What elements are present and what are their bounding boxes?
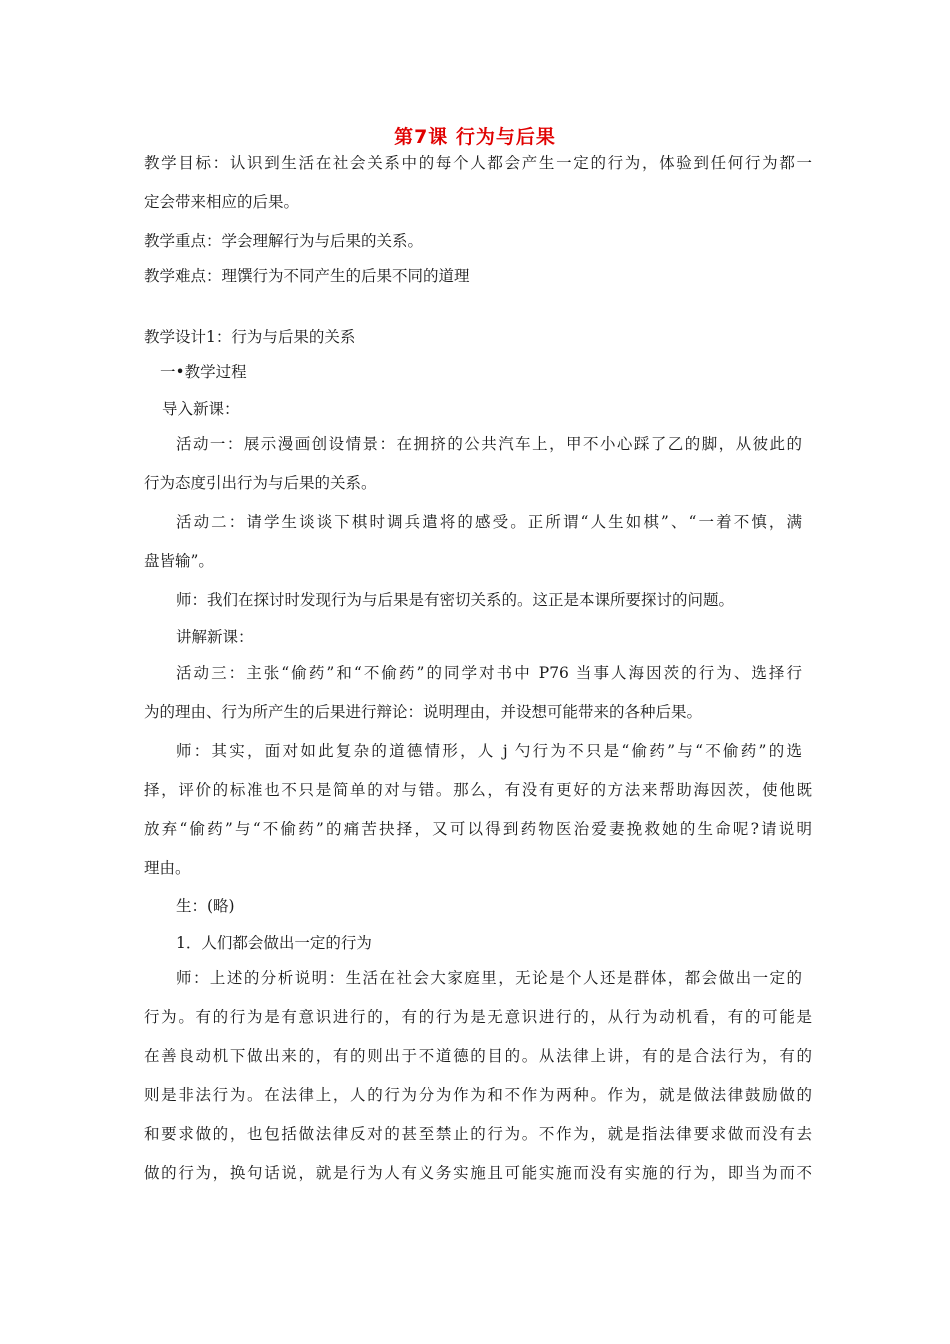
teaching-difficulty: 教学难点：理馔行为不同产生的后果不同的道理	[144, 267, 470, 285]
teaching-goal-line-1: 教学目标：认识到生活在社会关系中的每个人都会产生一定的行为，体验到任何行为都一	[144, 154, 812, 172]
teacher-remark-1: 师：我们在探讨时发现行为与后果是有密切关系的。这正是本课所要探讨的问题。	[176, 591, 735, 609]
activity-3-line-1: 活动三：主张“偷药”和“不偷药”的同学对书中 P76 当事人海因茨的行为、选择行	[176, 664, 802, 682]
teacher-remark-3-line-2: 行为。有的行为是有意识进行的，有的行为是无意识进行的，从行为动机看，有的可能是	[144, 1008, 812, 1026]
activity-1-line-1: 活动一：展示漫画创设情景：在拥挤的公共汽车上，甲不小心踩了乙的脚，从彼此的	[176, 435, 802, 453]
activity-2-line-1: 活动二：请学生谈谈下棋时调兵遣将的感受。正所谓“人生如棋”、“一着不慎，满	[176, 513, 802, 531]
teacher-remark-3-line-5: 和要求做的，也包括做法律反对的甚至禁止的行为。不作为，就是指法律要求做而没有去	[144, 1125, 812, 1143]
lesson-title: 第7课 行为与后果	[394, 126, 556, 148]
teacher-remark-2-line-2: 择，评价的标准也不只是简单的对与错。那么，有没有更好的方法来帮助海因茨，使他既	[144, 781, 812, 799]
teacher-remark-3-line-4: 则是非法行为。在法律上，人的行为分为作为和不作为两种。作为，就是做法律鼓励做的	[144, 1086, 812, 1104]
point-1-heading: 1．人们都会做出一定的行为	[176, 934, 372, 952]
student-reply: 生：(略)	[176, 897, 235, 915]
teaching-process-heading: 一•教学过程	[160, 363, 247, 381]
teaching-focus: 教学重点：学会理解行为与后果的关系。	[144, 232, 424, 250]
activity-2-line-2: 盘皆输”。	[144, 552, 214, 570]
teacher-remark-3-line-1: 师：上述的分析说明：生活在社会大家庭里，无论是个人还是群体，都会做出一定的	[176, 969, 802, 987]
teacher-remark-2-line-3: 放弃“偷药”与“不偷药”的痛苦抉择，又可以得到药物医治爱妻挽救她的生命呢?请说明	[144, 820, 812, 838]
teacher-remark-3-line-3: 在善良动机下做出来的，有的则出于不道德的目的。从法律上讲，有的是合法行为，有的	[144, 1047, 812, 1065]
activity-3-line-2: 为的理由、行为所产生的后果进行辩论：说明理由，并设想可能带来的各种后果。	[144, 703, 703, 721]
teaching-goal-line-2: 定会带来相应的后果。	[144, 193, 300, 211]
teacher-remark-2-line-4: 理由。	[144, 859, 191, 877]
explain-heading: 讲解新课：	[176, 628, 254, 646]
teaching-design-heading: 教学设计1：行为与后果的关系	[144, 328, 356, 346]
teacher-remark-3-line-6: 做的行为，换句话说，就是行为人有义务实施且可能实施而没有实施的行为，即当为而不	[144, 1164, 812, 1182]
intro-heading: 导入新课：	[162, 400, 240, 418]
activity-1-line-2: 行为态度引出行为与后果的关系。	[144, 474, 377, 492]
teacher-remark-2-line-1: 师：其实，面对如此复杂的道德情形，人 j 勺行为不只是“偷药”与“不偷药”的选	[176, 742, 802, 760]
